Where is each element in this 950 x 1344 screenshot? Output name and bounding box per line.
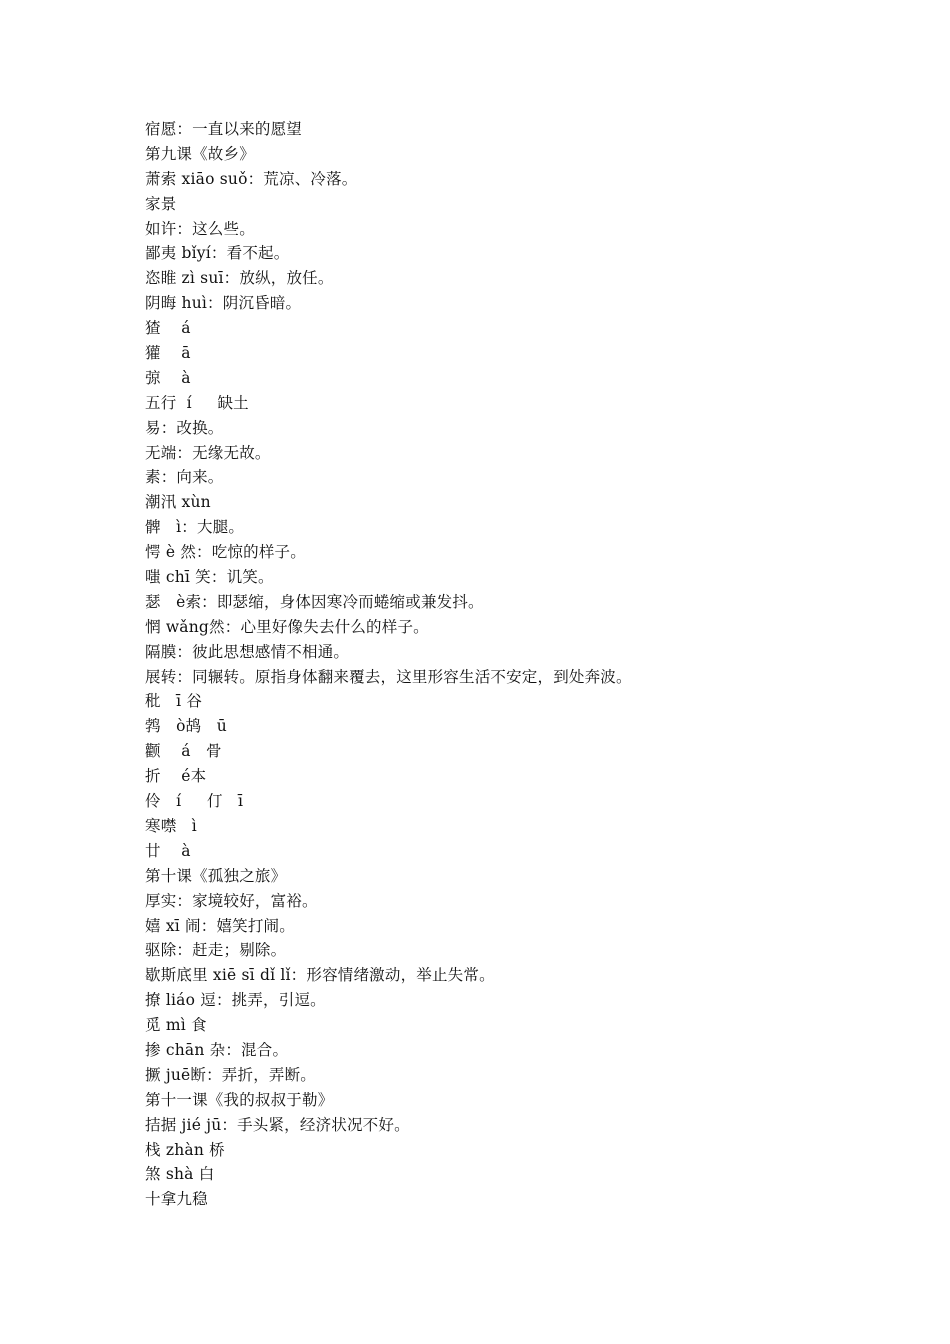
text-line: 撅 juē断：弄折，弄断。 [145, 1065, 316, 1084]
text-line: 煞 shà 白 [145, 1165, 215, 1184]
text-line: 潮汛 xùn [145, 493, 211, 512]
text-line: 鹁 ò鸪 ū [145, 717, 227, 736]
text-line: 易：改换。 [145, 418, 224, 437]
text-line: 恣睢 zì suī：放纵，放任。 [145, 269, 334, 288]
text-line: 宿愿：一直以来的愿望 [145, 120, 303, 138]
text-line: 展转：同辗转。原指身体翻来覆去，这里形容生活不安定，到处奔波。 [145, 667, 632, 686]
text-line: 无端：无缘无故。 [145, 443, 271, 462]
lesson-heading: 第十一课《我的叔叔于勒》 [145, 1090, 334, 1109]
text-line: 隔膜：彼此思想感情不相通。 [145, 642, 350, 661]
text-line: 伶 í 仃 ī [145, 792, 244, 811]
text-line: 觅 mì 食 [145, 1016, 207, 1035]
text-line: 瑟 è索：即瑟缩，身体因寒冷而蜷缩或兼发抖。 [145, 592, 484, 611]
lesson-heading: 第九课《故乡》 [145, 144, 255, 163]
text-line: 撩 liáo 逗：挑弄，引逗。 [145, 991, 326, 1010]
text-line: 鄙夷 bǐyí：看不起。 [145, 244, 290, 263]
text-line: 素：向来。 [145, 468, 224, 487]
lesson-heading: 第十课《孤独之旅》 [145, 866, 287, 885]
text-line: 惘 wǎng然：心里好像失去什么的样子。 [145, 617, 429, 636]
text-line: 愕 è 然：吃惊的样子。 [145, 543, 306, 562]
vocabulary-list [145, 117, 905, 1212]
text-line: 秕 ī 谷 [145, 692, 203, 711]
text-line: 家景 [145, 194, 177, 213]
text-line: 嗤 chī 笑：讥笑。 [145, 568, 274, 587]
text-line: 獾 ā [145, 344, 191, 363]
text-line: 阴晦 huì：阴沉昏暗。 [145, 294, 302, 313]
text-line: 髀 ì：大腿。 [145, 518, 245, 537]
text-line: 十拿九稳 [145, 1190, 208, 1209]
text-line: 五行 í 缺土 [145, 393, 249, 412]
text-line: 厚实：家境较好，富裕。 [145, 891, 318, 910]
text-line: 寒噤 ì [145, 816, 197, 835]
text-line: 如许：这么些。 [145, 219, 255, 238]
text-line: 歇斯底里 xiē sī dǐ lǐ：形容情绪激动，举止失常。 [145, 966, 495, 985]
text-line: 折 é本 [145, 767, 207, 786]
text-line: 拮据 jié jū：手头紧，经济状况不好。 [145, 1115, 410, 1134]
text-line: 猹 á [145, 319, 191, 338]
text-line: 栈 zhàn 桥 [145, 1140, 225, 1159]
text-line: 掺 chān 杂：混合。 [145, 1040, 289, 1059]
text-line: 嬉 xī 闹：嬉笑打闹。 [145, 916, 295, 935]
text-line: 弶 à [145, 368, 191, 387]
text-line: 廿 à [145, 841, 191, 860]
text-line: 颧 á 骨 [145, 742, 222, 761]
text-line: 驱除：赶走；剔除。 [145, 941, 287, 960]
text-line: 萧索 xiāo suǒ：荒凉、冷落。 [145, 169, 358, 188]
